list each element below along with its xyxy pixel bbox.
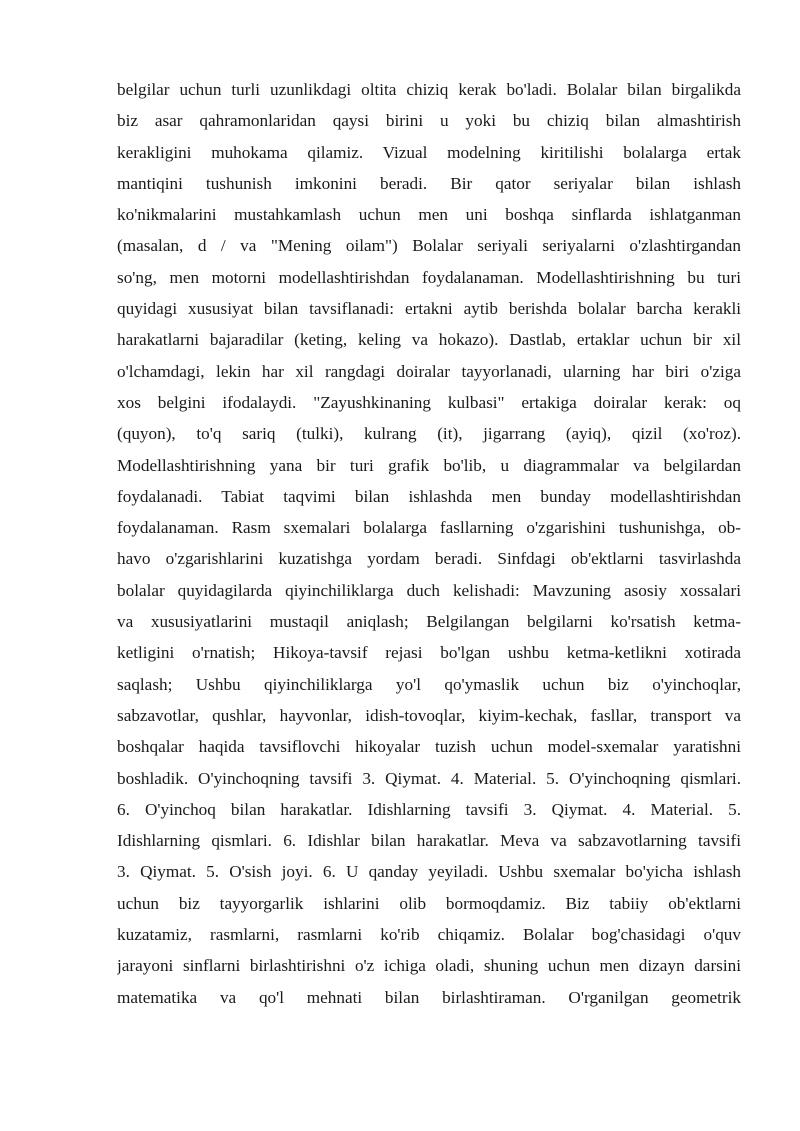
text-line: so'ng, men motorni modellashtirishdan foydalanaman. Modellashtirishning bu turi	[117, 267, 741, 287]
text-line: havo o'zgarishlarini kuzatishga yordam beradi. Sinfdagi ob'ektlarni tasvirlashda	[117, 549, 741, 569]
text-line: kerakligini muhokama qilamiz. Vizual modelning kiritilishi bolalarga ertak	[117, 142, 741, 162]
text-line: biz asar qahramonlaridan qaysi birini u yoki bu chiziq bilan almashtirish	[117, 111, 741, 131]
text-line: matematika va qo'l mehnati bilan birlashtiraman. O'rganilgan geometrik	[117, 987, 741, 1007]
text-line: o'lchamdagi, lekin har xil rangdagi doiralar tayyorlanadi, ularning har biri o'ziga	[117, 361, 741, 381]
text-line: va xususiyatlarini mustaqil aniqlash; Belgilangan belgilarni ko'rsatish ketma-	[117, 612, 741, 632]
text-line: Modellashtirishning yana bir turi grafik bo'lib, u diagrammalar va belgilardan	[117, 455, 741, 475]
text-line: jarayoni sinflarni birlashtirishni o'z ichiga oladi, shuning uchun men dizayn darsini	[117, 956, 741, 976]
text-line: foydalanaman. Rasm sxemalari bolalarga fasllarning o'zgarishini tushunishga, ob-	[117, 518, 741, 538]
text-line: foydalanadi. Tabiat taqvimi bilan ishlashda men bunday modellashtirishdan	[117, 486, 741, 506]
text-line: quyidagi xususiyat bilan tavsiflanadi: ertakni aytib berishda bolalar barcha kerakli	[117, 299, 741, 319]
text-line: mantiqini tushunish imkonini beradi. Bir qator seriyalar bilan ishlash	[117, 173, 741, 193]
text-line: ketligini o'rnatish; Hikoya-tavsif rejasi bo'lgan ushbu ketma-ketlikni xotirada	[117, 643, 741, 663]
text-line: (quyon), to'q sariq (tulki), kulrang (it), jigarrang (ayiq), qizil (xo'roz).	[117, 424, 741, 444]
text-line: ko'nikmalarini mustahkamlash uchun men uni boshqa sinflarda ishlatganman	[117, 205, 741, 225]
text-line: kuzatamiz, rasmlarni, rasmlarni ko'rib chiqamiz. Bolalar bog'chasidagi o'quv	[117, 925, 741, 945]
text-line: belgilar uchun turli uzunlikdagi oltita chiziq kerak bo'ladi. Bolalar bilan birgalikda	[117, 80, 741, 99]
text-line: saqlash; Ushbu qiyinchiliklarga yo'l qo'ymaslik uchun biz o'yinchoqlar,	[117, 674, 741, 694]
text-line: (masalan, d / va "Mening oilam") Bolalar seriyali seriyalarni o'zlashtirgandan	[117, 236, 741, 256]
text-line: uchun biz tayyorgarlik ishlarini olib bormoqdamiz. Biz tabiiy ob'ektlarni	[117, 893, 741, 913]
body-text	[117, 74, 741, 1013]
text-line: xos belgini ifodalaydi. "Zayushkinaning kulbasi" ertakiga doiralar kerak: oq	[117, 392, 741, 412]
text-line: bolalar quyidagilarda qiyinchiliklarga duch kelishadi: Mavzuning asosiy xossalari	[117, 580, 741, 600]
text-line: boshqalar haqida tavsiflovchi hikoyalar tuzish uchun model-sxemalar yaratishni	[117, 737, 741, 757]
text-line: harakatlarni bajaradilar (keting, keling va hokazo). Dastlab, ertaklar uchun bir xil	[117, 330, 741, 350]
text-line: sabzavotlar, qushlar, hayvonlar, idish-tovoqlar, kiyim-kechak, fasllar, transport va	[117, 705, 741, 725]
text-line: boshladik. O'yinchoqning tavsifi 3. Qiymat. 4. Material. 5. O'yinchoqning qismlari.	[117, 768, 741, 788]
text-line: Idishlarning qismlari. 6. Idishlar bilan harakatlar. Meva va sabzavotlarning tavsifi	[117, 831, 741, 851]
text-line: 3. Qiymat. 5. O'sish joyi. 6. U qanday yeyiladi. Ushbu sxemalar bo'yicha ishlash	[117, 862, 741, 882]
text-line: 6. O'yinchoq bilan harakatlar. Idishlarning tavsifi 3. Qiymat. 4. Material. 5.	[117, 799, 741, 819]
